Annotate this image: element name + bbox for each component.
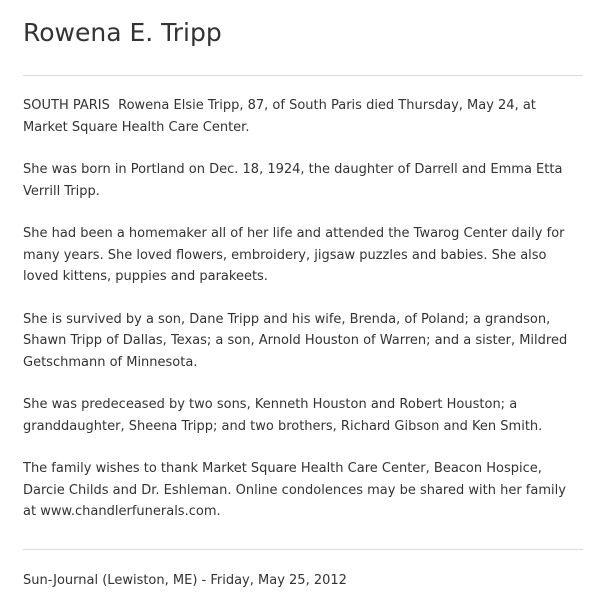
bottom-divider — [23, 549, 583, 550]
page-title: Rowena E. Tripp — [23, 18, 222, 47]
source-line: Sun-Journal (Lewiston, ME) - Friday, May 25, 2012 — [23, 573, 347, 588]
paragraph-birth: She was born in Portland on Dec. 18, 1924, the daughter of Darrell and Emma Etta Verrill Tripp. — [23, 162, 563, 199]
paragraph-life: She had been a homemaker all of her life and attended the Twarog Center daily for many years. She loved flowers, embroidery, jigsaw puzzles and babies. She also loved kittens, puppies and parakeets. — [23, 226, 565, 284]
paragraph-predeceased: She was predeceased by two sons, Kenneth Houston and Robert Houston; a granddaughter, Sheena Tripp; and two brothers, Richard Gibson and Ken Smith. — [23, 397, 543, 434]
top-divider — [23, 75, 583, 76]
paragraph-death-notice: SOUTH PARIS Rowena Elsie Tripp, 87, of South Paris died Thursday, May 24, at Market Square Health Care Center. — [23, 98, 536, 135]
obituary-body — [23, 95, 583, 544]
paragraph-thanks: The family wishes to thank Market Square Health Care Center, Beacon Hospice, Darcie Childs and Dr. Eshleman. Online condolences may be shared with her family at www.chandlerfunerals.com. — [23, 461, 566, 519]
paragraph-survivors: She is survived by a son, Dane Tripp and his wife, Brenda, of Poland; a grandson, Shawn Tripp of Dallas, Texas; a son, Arnold Houston of Warren; and a sister, Mildred Getschmann of Minnesota. — [23, 311, 568, 370]
